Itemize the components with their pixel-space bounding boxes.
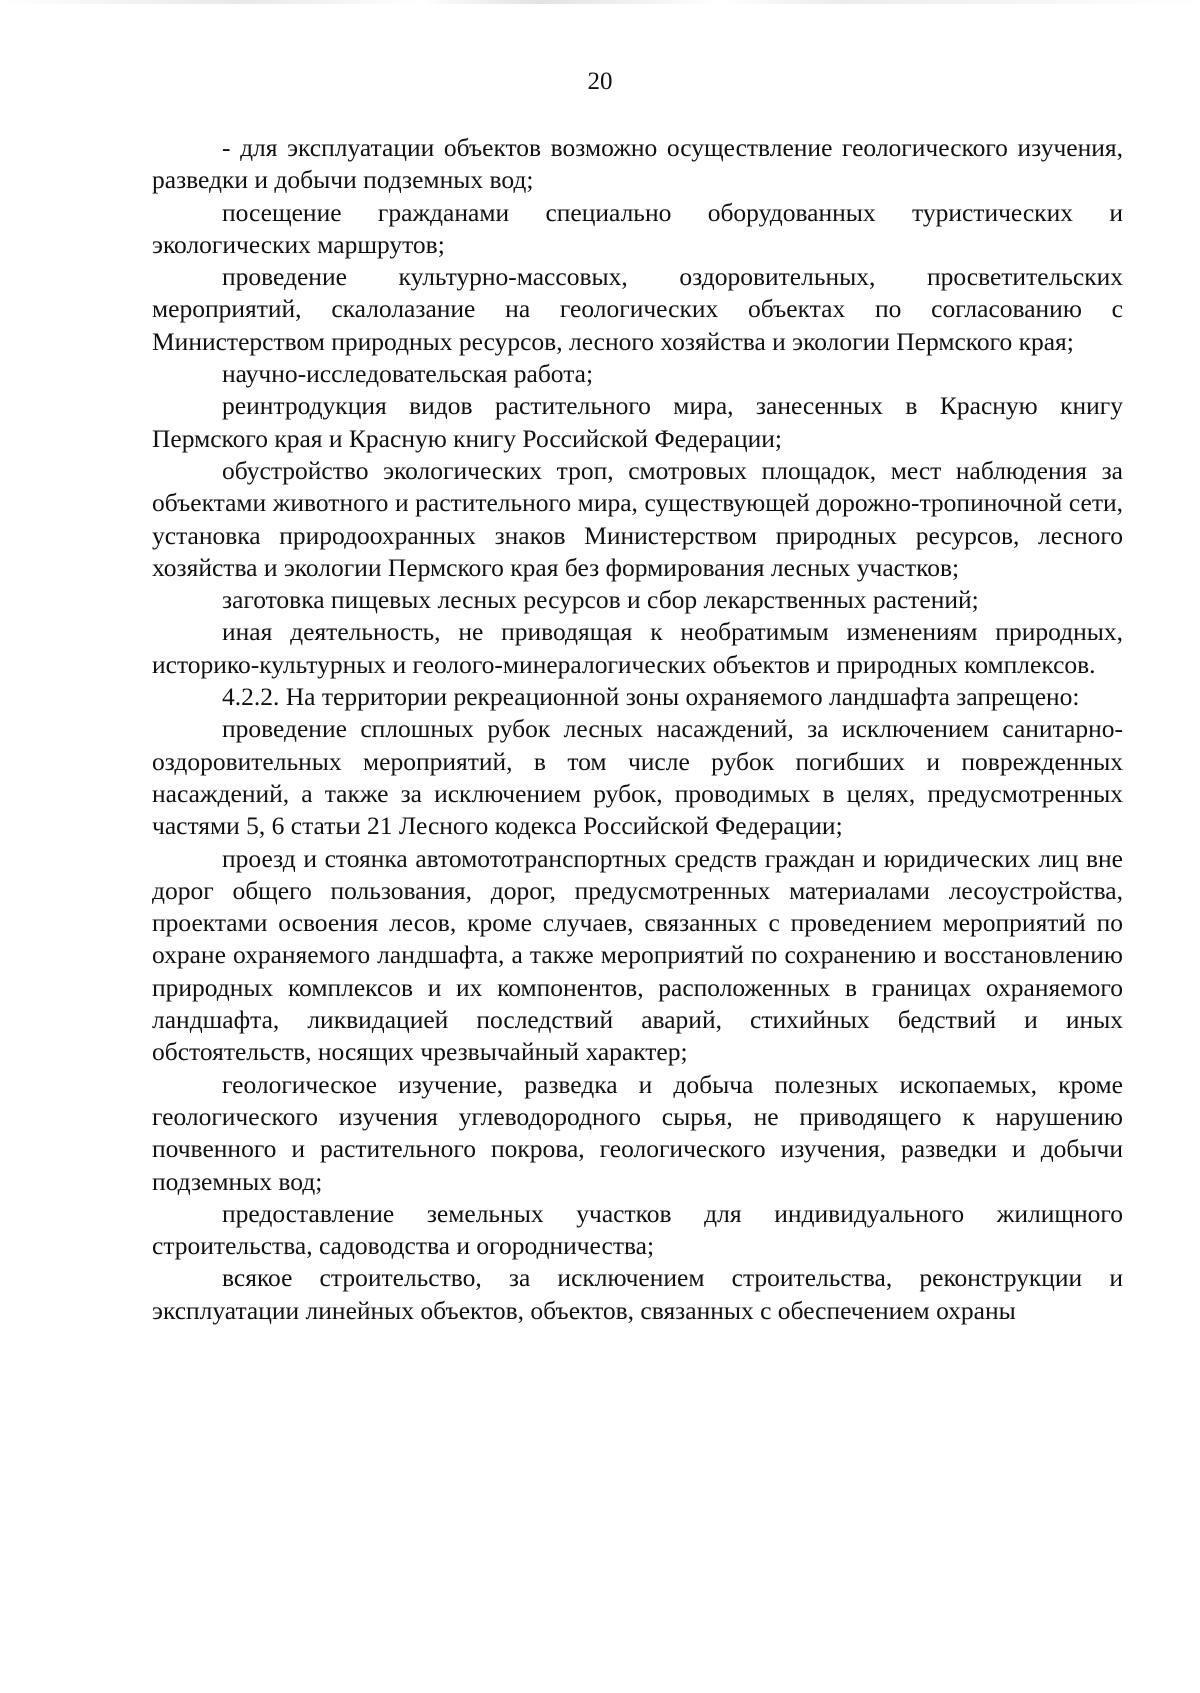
paragraph: всякое строительство, за исключением строительства, реконструкции и эксплуатации линейных объектов, объектов, связанных с обеспечением охраны — [152, 1263, 1123, 1325]
scan-edge — [0, 0, 1200, 4]
section-heading-paragraph: 4.2.2. На территории рекреационной зоны охраняемого ландшафта запрещено: — [222, 682, 1080, 712]
paragraph: проезд и стоянка автомототранспортных средств граждан и юридических лиц вне дорог общего пользования, дорог, предусмотренных материалами лесоустройства, проектами освоения лесов, кроме случаев, связанных с проведением мероприятий по охране охраняемого ландшафта, а также мероприятий по сохранению и восстановлению природных комплексов и их компонентов, расположенных в границах охраняемого ландшафта, ликвидацией последствий аварий, стихийных бедствий и иных обстоятельств, носящих чрезвычайный характер; — [152, 843, 1123, 1067]
paragraph: посещение гражданами специально оборудованных туристических и экологических маршрутов; — [152, 197, 1123, 259]
paragraph: проведение культурно-массовых, оздоровительных, просветительских мероприятий, скалолазание на геологических объектах по согласованию с Министерством природных ресурсов, лесного хозяйства и экологии Пермского края; — [152, 262, 1123, 356]
page-number: 20 — [587, 68, 613, 95]
paragraph: предоставление земельных участков для индивидуального жилищного строительства, садоводства и огородничества; — [152, 1198, 1123, 1261]
paragraph: заготовка пищевых лесных ресурсов и сбор лекарственных растений; — [222, 585, 979, 615]
paragraph: обустройство экологических троп, смотровых площадок, мест наблюдения за объектами животного и растительного мира, существующей дорожно-тропиночной сети, установка природоохранных знаков Министерством природных ресурсов, лесного хозяйства и экологии Пермского края без формирования лесных участков; — [152, 455, 1123, 582]
paragraph: - для эксплуатации объектов возможно осуществление геологического изучения, разведки и добычи подземных вод; — [152, 133, 1123, 195]
paragraph: проведение сплошных рубок лесных насаждений, за исключением санитарно-оздоровительных мероприятий, в том числе рубок погибших и поврежденных насаждений, а также за исключением рубок, проводимых в целях, предусмотренных частями 5, 6 статьи 21 Лесного кодекса Российской Федерации; — [152, 714, 1123, 841]
body-text — [152, 132, 1123, 1327]
paragraph: геологическое изучение, разведка и добыча полезных ископаемых, кроме геологического изучения углеводородного сырья, не приводящего к нарушению почвенного и растительного покрова, геологического изучения, разведки и добычи подземных вод; — [152, 1069, 1123, 1196]
paragraph: иная деятельность, не приводящая к необратимым изменениям природных, историко-культурных и геолого-минералогических объектов и природных комплексов. — [152, 617, 1123, 679]
paragraph: научно-исследовательская работа; — [222, 359, 594, 389]
paragraph: реинтродукция видов растительного мира, занесенных в Красную книгу Пермского края и Красную книгу Российской Федерации; — [152, 391, 1123, 453]
